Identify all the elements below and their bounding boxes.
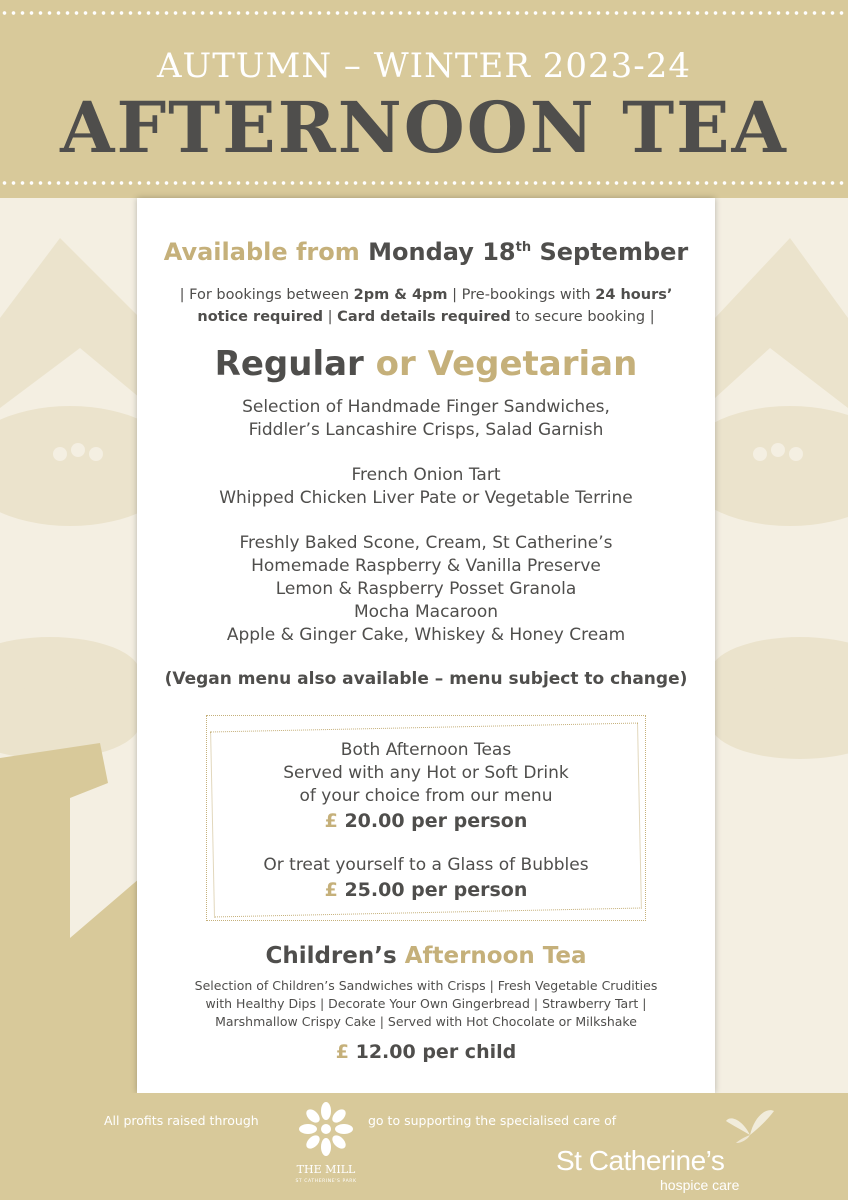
booking-info: | For bookings between 2pm & 4pm | Pre-bookings with 24 hours’ notice required | Card details required to secure booking | xyxy=(179,287,673,325)
footer-band xyxy=(0,1093,848,1200)
vegan-note: (Vegan menu also available – menu subject to change) xyxy=(164,669,688,689)
menu-sandwiches xyxy=(137,396,715,442)
price-box-content xyxy=(206,715,646,903)
charity-logo-subtitle: hospice care xyxy=(660,1177,740,1193)
menu-line: Fiddler’s Lancashire Crisps, Salad Garnish xyxy=(248,420,604,440)
children-price: £ 12.00 per child xyxy=(335,1041,517,1063)
menu-line: Selection of Handmade Finger Sandwiches, xyxy=(242,397,610,417)
availability-prefix: Available from xyxy=(163,238,360,266)
price-box xyxy=(206,715,646,921)
availability-date: Monday 18th September xyxy=(368,238,689,266)
dotted-border-top xyxy=(0,10,848,16)
header-banner xyxy=(0,0,848,198)
bubbles-line: Or treat yourself to a Glass of Bubbles xyxy=(263,855,589,875)
menu-line: French Onion Tart xyxy=(351,465,501,485)
footer-text-right: go to supporting the specialised care of xyxy=(368,1113,617,1128)
menu-line: Freshly Baked Scone, Cream, St Catherine’s xyxy=(239,533,613,553)
mill-logo-name: THE MILL xyxy=(296,1163,356,1176)
season-subtitle: AUTUMN – WINTER 2023-24 xyxy=(156,46,692,86)
menu-savouries xyxy=(137,464,715,510)
price-line: Both Afternoon Teas xyxy=(340,740,512,760)
price-line: Served with any Hot or Soft Drink xyxy=(283,763,569,783)
menu-panel xyxy=(137,198,715,1093)
dotted-border-bottom xyxy=(0,180,848,186)
menu-line: Lemon & Raspberry Posset Granola xyxy=(275,579,577,599)
availability-line xyxy=(137,238,715,266)
price-line: of your choice from our menu xyxy=(299,786,553,806)
menu-line: Mocha Macaroon xyxy=(353,602,499,622)
menu-line: Apple & Ginger Cake, Whiskey & Honey Cream xyxy=(226,625,626,645)
menu-line: Whipped Chicken Liver Pate or Vegetable Terrine xyxy=(219,488,633,508)
charity-logo-name: St Catherine’s xyxy=(556,1145,725,1176)
menu-sweets xyxy=(137,532,715,647)
menu-choice-heading: Regular or Vegetarian xyxy=(214,344,638,384)
page-title: AFTERNOON TEA xyxy=(60,86,788,169)
butterfly-icon xyxy=(724,1105,776,1145)
menu-line: Homemade Raspberry & Vanilla Preserve xyxy=(251,556,601,576)
bubbles-price: £ 25.00 per person xyxy=(324,879,528,901)
mill-logo-subtitle: ST CATHERINE'S PARK xyxy=(295,1179,357,1184)
children-description: Selection of Children’s Sandwiches with Crisps | Fresh Vegetable Crudities with Healthy Dips | Decorate Your Own Gingerbread | Strawberry Tart | Marshmallow Crispy Cake | Served with Hot Chocolate or Milkshake xyxy=(194,978,658,1029)
mill-logo-icon xyxy=(296,1099,356,1159)
footer-text-left: All profits raised through xyxy=(104,1113,259,1128)
children-heading: Children’s Afternoon Tea xyxy=(265,943,587,969)
standard-price: £ 20.00 per person xyxy=(324,810,528,832)
